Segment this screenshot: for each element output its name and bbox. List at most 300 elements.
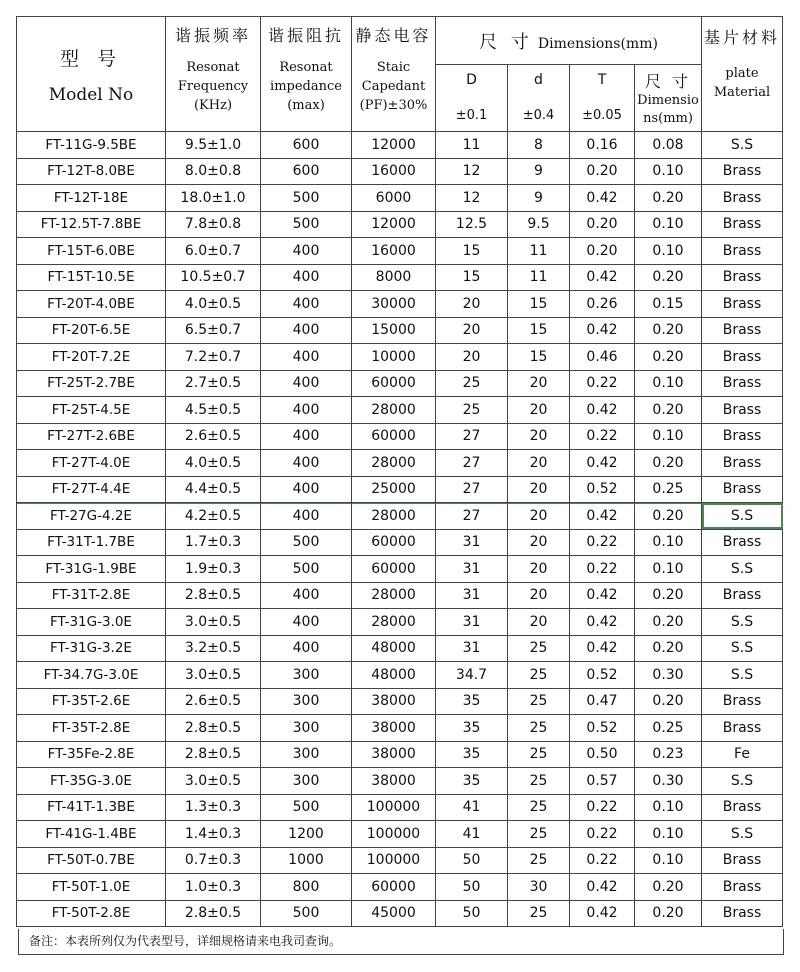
- cell-dim-d: 20: [508, 370, 570, 397]
- header-t: [635, 65, 702, 132]
- cell-frequency: 7.8±0.8: [166, 211, 261, 238]
- cell-capacitance: 100000: [352, 794, 436, 821]
- cell-dim-t: 0.20: [635, 344, 702, 371]
- cell-dim-t: 0.10: [635, 794, 702, 821]
- cell-model: FT-27G-4.2E: [17, 503, 166, 530]
- cell-dim-D: 31: [436, 635, 508, 662]
- cell-impedance: 400: [261, 582, 352, 609]
- cell-frequency: 8.0±0.8: [166, 158, 261, 185]
- cell-dim-d: 11: [508, 238, 570, 265]
- cell-capacitance: 48000: [352, 662, 436, 689]
- cell-model: FT-15T-6.0BE: [17, 238, 166, 265]
- cell-dim-D: 12: [436, 158, 508, 185]
- cell-impedance: 400: [261, 291, 352, 318]
- cell-dim-d: 9.5: [508, 211, 570, 238]
- cell-dim-d: 8: [508, 132, 570, 159]
- cell-capacitance: 28000: [352, 450, 436, 477]
- cell-impedance: 500: [261, 900, 352, 927]
- header-model-cn: 型 号: [59, 47, 123, 70]
- cell-dim-D: 25: [436, 397, 508, 424]
- cell-dim-T: 0.22: [570, 423, 635, 450]
- cell-material: Brass: [702, 794, 783, 821]
- table-body: [17, 132, 783, 927]
- cell-capacitance: 60000: [352, 874, 436, 901]
- cell-material: Brass: [702, 476, 783, 503]
- cell-dim-D: 41: [436, 821, 508, 848]
- cell-material: Brass: [702, 688, 783, 715]
- cell-dim-T: 0.42: [570, 503, 635, 530]
- cell-dim-d: 20: [508, 503, 570, 530]
- header-impedance: [261, 17, 352, 132]
- header-material: [702, 17, 783, 132]
- cell-impedance: 500: [261, 794, 352, 821]
- cell-model: FT-31T-2.8E: [17, 582, 166, 609]
- cell-dim-D: 31: [436, 529, 508, 556]
- cell-dim-T: 0.26: [570, 291, 635, 318]
- cell-frequency: 6.5±0.7: [166, 317, 261, 344]
- cell-frequency: 2.8±0.5: [166, 900, 261, 927]
- cell-model: FT-31G-3.2E: [17, 635, 166, 662]
- cell-dim-D: 35: [436, 768, 508, 795]
- cell-frequency: 1.7±0.3: [166, 529, 261, 556]
- cell-material: S.S: [702, 556, 783, 583]
- cell-model: FT-35T-2.6E: [17, 688, 166, 715]
- table-row: [17, 291, 783, 318]
- cell-model: FT-27T-4.4E: [17, 476, 166, 503]
- cell-dim-t: 0.20: [635, 688, 702, 715]
- cell-dim-t: 0.30: [635, 768, 702, 795]
- cell-material: Brass: [702, 291, 783, 318]
- cell-material: S.S: [702, 503, 783, 530]
- cell-frequency: 4.4±0.5: [166, 476, 261, 503]
- header-frequency: [166, 17, 261, 132]
- header-t-cn: 尺 寸: [644, 71, 692, 91]
- cell-dim-T: 0.52: [570, 662, 635, 689]
- cell-dim-T: 0.42: [570, 609, 635, 636]
- table-row: [17, 874, 783, 901]
- cell-capacitance: 30000: [352, 291, 436, 318]
- cell-material: Brass: [702, 211, 783, 238]
- spec-sheet: [16, 16, 783, 927]
- cell-frequency: 2.6±0.5: [166, 688, 261, 715]
- cell-dim-D: 27: [436, 503, 508, 530]
- header-T-tolerance: ±0.05: [582, 108, 622, 123]
- cell-dim-d: 20: [508, 450, 570, 477]
- cell-model: FT-25T-4.5E: [17, 397, 166, 424]
- cell-frequency: 18.0±1.0: [166, 185, 261, 212]
- cell-model: FT-35T-2.8E: [17, 715, 166, 742]
- table-row: [17, 582, 783, 609]
- cell-capacitance: 60000: [352, 556, 436, 583]
- cell-dim-T: 0.22: [570, 821, 635, 848]
- cell-frequency: 7.2±0.7: [166, 344, 261, 371]
- header-D: [436, 65, 508, 132]
- cell-model: FT-12T-8.0BE: [17, 158, 166, 185]
- cell-model: FT-50T-0.7BE: [17, 847, 166, 874]
- cell-frequency: 2.8±0.5: [166, 741, 261, 768]
- table-row: [17, 238, 783, 265]
- cell-frequency: 3.2±0.5: [166, 635, 261, 662]
- cell-impedance: 400: [261, 609, 352, 636]
- cell-dim-d: 20: [508, 476, 570, 503]
- cell-dim-T: 0.47: [570, 688, 635, 715]
- cell-material: Brass: [702, 158, 783, 185]
- cell-frequency: 2.8±0.5: [166, 582, 261, 609]
- cell-material: Brass: [702, 874, 783, 901]
- cell-capacitance: 60000: [352, 423, 436, 450]
- cell-dim-D: 35: [436, 715, 508, 742]
- cell-dim-t: 0.20: [635, 900, 702, 927]
- cell-impedance: 400: [261, 238, 352, 265]
- cell-impedance: 400: [261, 264, 352, 291]
- cell-dim-D: 15: [436, 238, 508, 265]
- cell-frequency: 1.4±0.3: [166, 821, 261, 848]
- table-row: [17, 423, 783, 450]
- cell-dim-T: 0.22: [570, 794, 635, 821]
- cell-frequency: 3.0±0.5: [166, 609, 261, 636]
- cell-dim-D: 34.7: [436, 662, 508, 689]
- table-row: [17, 317, 783, 344]
- cell-dim-T: 0.22: [570, 370, 635, 397]
- cell-model: FT-50T-2.8E: [17, 900, 166, 927]
- cell-dim-t: 0.15: [635, 291, 702, 318]
- cell-dim-T: 0.57: [570, 768, 635, 795]
- cell-impedance: 400: [261, 450, 352, 477]
- cell-model: FT-20T-7.2E: [17, 344, 166, 371]
- cell-dim-d: 20: [508, 556, 570, 583]
- cell-model: FT-35Fe-2.8E: [17, 741, 166, 768]
- cell-dim-d: 9: [508, 185, 570, 212]
- cell-impedance: 400: [261, 423, 352, 450]
- cell-model: FT-31T-1.7BE: [17, 529, 166, 556]
- cell-model: FT-34.7G-3.0E: [17, 662, 166, 689]
- table-row: [17, 450, 783, 477]
- cell-frequency: 1.3±0.3: [166, 794, 261, 821]
- cell-model: FT-35G-3.0E: [17, 768, 166, 795]
- cell-model: FT-27T-4.0E: [17, 450, 166, 477]
- cell-impedance: 500: [261, 556, 352, 583]
- cell-material: Brass: [702, 847, 783, 874]
- cell-frequency: 1.9±0.3: [166, 556, 261, 583]
- cell-material: Brass: [702, 900, 783, 927]
- cell-dim-D: 25: [436, 370, 508, 397]
- cell-model: FT-15T-10.5E: [17, 264, 166, 291]
- header-t-en: Dimensions(mm): [637, 92, 699, 126]
- cell-impedance: 500: [261, 211, 352, 238]
- table-row: [17, 715, 783, 742]
- cell-capacitance: 12000: [352, 132, 436, 159]
- cell-dim-D: 20: [436, 291, 508, 318]
- table-row: [17, 847, 783, 874]
- cell-dim-d: 30: [508, 874, 570, 901]
- cell-frequency: 10.5±0.7: [166, 264, 261, 291]
- cell-dim-t: 0.10: [635, 158, 702, 185]
- cell-impedance: 400: [261, 397, 352, 424]
- cell-dim-t: 0.25: [635, 715, 702, 742]
- cell-model: FT-41T-1.3BE: [17, 794, 166, 821]
- cell-dim-D: 50: [436, 874, 508, 901]
- cell-dim-T: 0.20: [570, 211, 635, 238]
- cell-capacitance: 28000: [352, 582, 436, 609]
- header-dimensions-en: Dimensions(mm): [537, 35, 658, 52]
- cell-capacitance: 15000: [352, 317, 436, 344]
- header-D-label: D: [466, 72, 477, 88]
- table-row: [17, 344, 783, 371]
- cell-material: Brass: [702, 317, 783, 344]
- cell-capacitance: 100000: [352, 821, 436, 848]
- cell-material: S.S: [702, 768, 783, 795]
- table-row: [17, 370, 783, 397]
- cell-dim-d: 20: [508, 529, 570, 556]
- cell-impedance: 400: [261, 317, 352, 344]
- cell-impedance: 300: [261, 715, 352, 742]
- cell-dim-t: 0.10: [635, 211, 702, 238]
- cell-dim-T: 0.22: [570, 529, 635, 556]
- cell-dim-T: 0.46: [570, 344, 635, 371]
- spec-table: [16, 16, 783, 927]
- cell-dim-d: 20: [508, 397, 570, 424]
- cell-frequency: 4.0±0.5: [166, 450, 261, 477]
- header-material-cn: 基片材料: [703, 28, 780, 47]
- cell-dim-t: 0.20: [635, 397, 702, 424]
- cell-dim-t: 0.10: [635, 556, 702, 583]
- header-capacitance-cn: 静态电容: [355, 26, 432, 45]
- cell-dim-t: 0.10: [635, 423, 702, 450]
- cell-frequency: 2.7±0.5: [166, 370, 261, 397]
- table-row: [17, 132, 783, 159]
- cell-dim-T: 0.20: [570, 158, 635, 185]
- cell-dim-T: 0.22: [570, 847, 635, 874]
- cell-dim-t: 0.20: [635, 874, 702, 901]
- cell-capacitance: 8000: [352, 264, 436, 291]
- cell-material: Brass: [702, 450, 783, 477]
- cell-impedance: 600: [261, 158, 352, 185]
- header-capacitance-en: Staic Capedant (PF)±30%: [359, 60, 428, 113]
- cell-dim-D: 20: [436, 344, 508, 371]
- cell-impedance: 500: [261, 185, 352, 212]
- table-row: [17, 688, 783, 715]
- cell-impedance: 400: [261, 503, 352, 530]
- cell-dim-d: 9: [508, 158, 570, 185]
- cell-material: Brass: [702, 582, 783, 609]
- cell-material: S.S: [702, 635, 783, 662]
- cell-dim-T: 0.20: [570, 238, 635, 265]
- cell-dim-d: 20: [508, 609, 570, 636]
- header-dimensions-cn: 尺 寸: [479, 31, 533, 53]
- cell-model: FT-31G-1.9BE: [17, 556, 166, 583]
- cell-dim-T: 0.42: [570, 582, 635, 609]
- cell-capacitance: 38000: [352, 741, 436, 768]
- cell-capacitance: 45000: [352, 900, 436, 927]
- cell-dim-t: 0.20: [635, 450, 702, 477]
- cell-capacitance: 100000: [352, 847, 436, 874]
- cell-impedance: 300: [261, 741, 352, 768]
- table-row: [17, 503, 783, 530]
- cell-impedance: 400: [261, 370, 352, 397]
- cell-dim-T: 0.22: [570, 556, 635, 583]
- cell-model: FT-50T-1.0E: [17, 874, 166, 901]
- header-T-label: T: [597, 72, 607, 88]
- cell-material: Brass: [702, 370, 783, 397]
- cell-capacitance: 38000: [352, 688, 436, 715]
- cell-impedance: 300: [261, 662, 352, 689]
- cell-dim-D: 50: [436, 847, 508, 874]
- cell-dim-T: 0.42: [570, 264, 635, 291]
- cell-dim-d: 25: [508, 847, 570, 874]
- cell-frequency: 6.0±0.7: [166, 238, 261, 265]
- header-dimensions: [436, 17, 702, 65]
- cell-capacitance: 10000: [352, 344, 436, 371]
- header-model: [17, 17, 166, 132]
- cell-dim-t: 0.20: [635, 582, 702, 609]
- table-row: [17, 397, 783, 424]
- table-row: [17, 635, 783, 662]
- cell-dim-T: 0.42: [570, 317, 635, 344]
- cell-material: S.S: [702, 609, 783, 636]
- header-model-en: Model No: [48, 84, 134, 105]
- cell-dim-D: 31: [436, 609, 508, 636]
- cell-capacitance: 60000: [352, 529, 436, 556]
- cell-impedance: 400: [261, 476, 352, 503]
- cell-material: Brass: [702, 529, 783, 556]
- cell-capacitance: 48000: [352, 635, 436, 662]
- cell-impedance: 1200: [261, 821, 352, 848]
- cell-dim-D: 12: [436, 185, 508, 212]
- cell-capacitance: 28000: [352, 397, 436, 424]
- cell-material: Brass: [702, 264, 783, 291]
- cell-capacitance: 6000: [352, 185, 436, 212]
- cell-impedance: 1000: [261, 847, 352, 874]
- header-impedance-en: Resonat impedance (max): [270, 60, 342, 113]
- cell-capacitance: 16000: [352, 238, 436, 265]
- cell-dim-T: 0.52: [570, 715, 635, 742]
- cell-dim-D: 27: [436, 423, 508, 450]
- cell-frequency: 4.2±0.5: [166, 503, 261, 530]
- table-row: [17, 662, 783, 689]
- table-row: [17, 529, 783, 556]
- table-row: [17, 768, 783, 795]
- cell-dim-D: 27: [436, 476, 508, 503]
- header-frequency-cn: 谐振频率: [174, 26, 251, 45]
- cell-dim-t: 0.10: [635, 821, 702, 848]
- table-row: [17, 211, 783, 238]
- cell-material: Brass: [702, 185, 783, 212]
- cell-dim-t: 0.20: [635, 317, 702, 344]
- cell-dim-t: 0.10: [635, 370, 702, 397]
- cell-material: S.S: [702, 662, 783, 689]
- cell-capacitance: 28000: [352, 609, 436, 636]
- cell-dim-d: 15: [508, 317, 570, 344]
- cell-frequency: 3.0±0.5: [166, 768, 261, 795]
- table-row: [17, 158, 783, 185]
- cell-dim-d: 25: [508, 900, 570, 927]
- cell-dim-D: 11: [436, 132, 508, 159]
- cell-dim-D: 31: [436, 556, 508, 583]
- header-d-label: d: [534, 72, 543, 88]
- cell-dim-t: 0.25: [635, 476, 702, 503]
- cell-dim-T: 0.52: [570, 476, 635, 503]
- cell-dim-T: 0.42: [570, 185, 635, 212]
- cell-model: FT-25T-2.7BE: [17, 370, 166, 397]
- cell-dim-t: 0.30: [635, 662, 702, 689]
- cell-dim-D: 35: [436, 741, 508, 768]
- cell-dim-D: 35: [436, 688, 508, 715]
- cell-impedance: 300: [261, 688, 352, 715]
- cell-dim-t: 0.20: [635, 635, 702, 662]
- cell-dim-d: 25: [508, 794, 570, 821]
- cell-capacitance: 25000: [352, 476, 436, 503]
- cell-frequency: 0.7±0.3: [166, 847, 261, 874]
- cell-dim-T: 0.42: [570, 635, 635, 662]
- header-d: [508, 65, 570, 132]
- cell-model: FT-20T-4.0BE: [17, 291, 166, 318]
- cell-dim-t: 0.20: [635, 609, 702, 636]
- cell-impedance: 400: [261, 344, 352, 371]
- cell-dim-t: 0.08: [635, 132, 702, 159]
- cell-dim-d: 25: [508, 768, 570, 795]
- cell-capacitance: 12000: [352, 211, 436, 238]
- cell-impedance: 300: [261, 768, 352, 795]
- cell-model: FT-41G-1.4BE: [17, 821, 166, 848]
- cell-frequency: 3.0±0.5: [166, 662, 261, 689]
- table-row: [17, 794, 783, 821]
- header-T: [570, 65, 635, 132]
- cell-model: FT-20T-6.5E: [17, 317, 166, 344]
- table-row: [17, 185, 783, 212]
- cell-capacitance: 38000: [352, 715, 436, 742]
- cell-material: Brass: [702, 238, 783, 265]
- cell-impedance: 800: [261, 874, 352, 901]
- cell-dim-T: 0.42: [570, 900, 635, 927]
- cell-dim-d: 15: [508, 291, 570, 318]
- cell-frequency: 1.0±0.3: [166, 874, 261, 901]
- cell-dim-t: 0.20: [635, 503, 702, 530]
- cell-impedance: 500: [261, 529, 352, 556]
- table-row: [17, 900, 783, 927]
- cell-material: S.S: [702, 132, 783, 159]
- cell-dim-t: 0.23: [635, 741, 702, 768]
- header-frequency-en: Resonat Frequency (KHz): [177, 60, 249, 113]
- cell-dim-D: 15: [436, 264, 508, 291]
- header-material-en: plate Material: [713, 66, 771, 100]
- cell-dim-D: 20: [436, 317, 508, 344]
- cell-material: Brass: [702, 423, 783, 450]
- cell-dim-d: 25: [508, 715, 570, 742]
- header-d-tolerance: ±0.4: [522, 108, 555, 123]
- cell-dim-d: 11: [508, 264, 570, 291]
- footnote: 备注：本表所列仅为代表型号，详细规格请来电我司查询。: [18, 929, 784, 955]
- cell-dim-T: 0.42: [570, 450, 635, 477]
- cell-dim-T: 0.42: [570, 874, 635, 901]
- table-row: [17, 821, 783, 848]
- cell-dim-t: 0.10: [635, 847, 702, 874]
- cell-dim-T: 0.50: [570, 741, 635, 768]
- table-row: [17, 476, 783, 503]
- header-D-tolerance: ±0.1: [455, 108, 488, 123]
- cell-model: FT-11G-9.5BE: [17, 132, 166, 159]
- cell-model: FT-27T-2.6BE: [17, 423, 166, 450]
- cell-dim-d: 25: [508, 662, 570, 689]
- cell-model: FT-12.5T-7.8BE: [17, 211, 166, 238]
- cell-model: FT-12T-18E: [17, 185, 166, 212]
- cell-dim-d: 25: [508, 741, 570, 768]
- cell-capacitance: 60000: [352, 370, 436, 397]
- cell-dim-d: 25: [508, 688, 570, 715]
- cell-material: Brass: [702, 344, 783, 371]
- header-capacitance: [352, 17, 436, 132]
- cell-dim-d: 20: [508, 423, 570, 450]
- cell-capacitance: 38000: [352, 768, 436, 795]
